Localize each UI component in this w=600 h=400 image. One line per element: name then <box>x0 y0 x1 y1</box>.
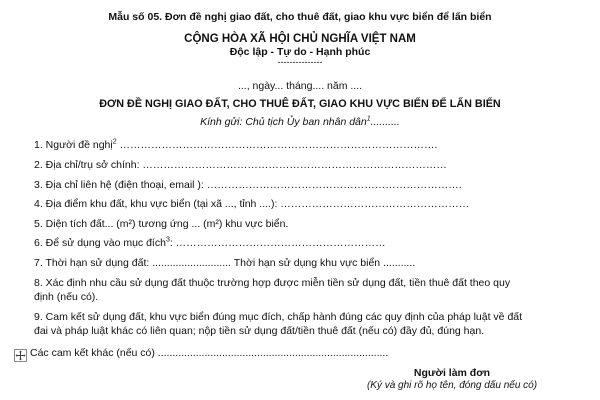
motto-rule: --------------- <box>277 57 323 67</box>
item-9-line-1: 9. Cam kết sử dụng đất, khu vực biển đúng mục đích, chấp hành đúng các quy định của pháp luật về đất <box>34 311 523 323</box>
item-8-line-2: định (nếu có). <box>34 291 99 303</box>
footnote-mark-3: 3 <box>165 236 170 244</box>
item-7-duration: 7. Thời hạn sử dụng đất: ........................... Thời hạn sử dụng khu vực biển ........... <box>34 257 416 269</box>
national-title: CỘNG HÒA XÃ HỘI CHỦ NGHĨA VIỆT NAM <box>184 33 416 45</box>
table-move-handle-icon[interactable] <box>14 349 27 362</box>
item-8-line-1: 8. Xác định nhu cầu sử dụng đất thuộc trường hợp được miễn tiền sử dụng đất, tiền thuê đất theo quy <box>34 277 511 289</box>
signer-note: (Ký và ghi rõ họ tên, đóng dấu nếu có) <box>366 380 538 391</box>
date-line: ..., ngày... tháng.... năm .... <box>237 80 363 92</box>
signer-title: Người làm đơn <box>413 367 491 379</box>
national-motto: Độc lập - Tự do - Hạnh phúc <box>229 46 371 58</box>
item-10-other-commitments: Các cam kết khác (nếu có) ............................................................................... <box>30 347 389 359</box>
item-9-line-2: đai và pháp luật khác có liên quan; nộp tiền sử dụng đất/tiền thuê đất (nếu có) đầy đủ, đúng hạn. <box>34 325 485 337</box>
item-2-address: 2. Địa chỉ/trụ sở chính: …………………………………………………………………………… <box>34 159 447 171</box>
document-title: ĐƠN ĐỀ NGHỊ GIAO ĐẤT, CHO THUÊ ĐẤT, GIAO KHU VỰC BIỂN ĐỂ LẤN BIỂN <box>99 98 501 110</box>
item-3-contact: 3. Địa chỉ liên hệ (điện thoại, email ): ………………………………………………………………. <box>34 179 462 191</box>
item-1-applicant <box>34 139 437 151</box>
item-6-text: 6. Để sử dụng vào mục đích <box>34 237 166 249</box>
item-1-tail: ………………………………………………………………………………. <box>116 139 438 151</box>
footnote-mark-1: 1 <box>366 115 371 123</box>
item-6-tail: : …………………………………………………… <box>169 237 386 249</box>
addressee-tail: .......... <box>370 116 400 128</box>
item-4-location: 4. Địa điểm khu đất, khu vực biển (tại xã ..., tỉnh ....): ……………………………………………… <box>34 198 470 210</box>
footnote-mark-2: 2 <box>112 138 117 146</box>
addressee-line <box>0 116 600 128</box>
item-1-text: 1. Người đề nghị <box>34 139 113 151</box>
addressee-text: Kính gửi: Chủ tịch Ủy ban nhân dân <box>200 116 367 128</box>
item-6-purpose <box>34 237 386 249</box>
item-5-area: 5. Diện tích đất... (m²) tương ứng ... (m²) khu vực biển. <box>34 218 289 230</box>
form-number-heading: Mẫu số 05. Đơn đề nghị giao đất, cho thuê đất, giao khu vực biển để lấn biển <box>108 11 492 23</box>
